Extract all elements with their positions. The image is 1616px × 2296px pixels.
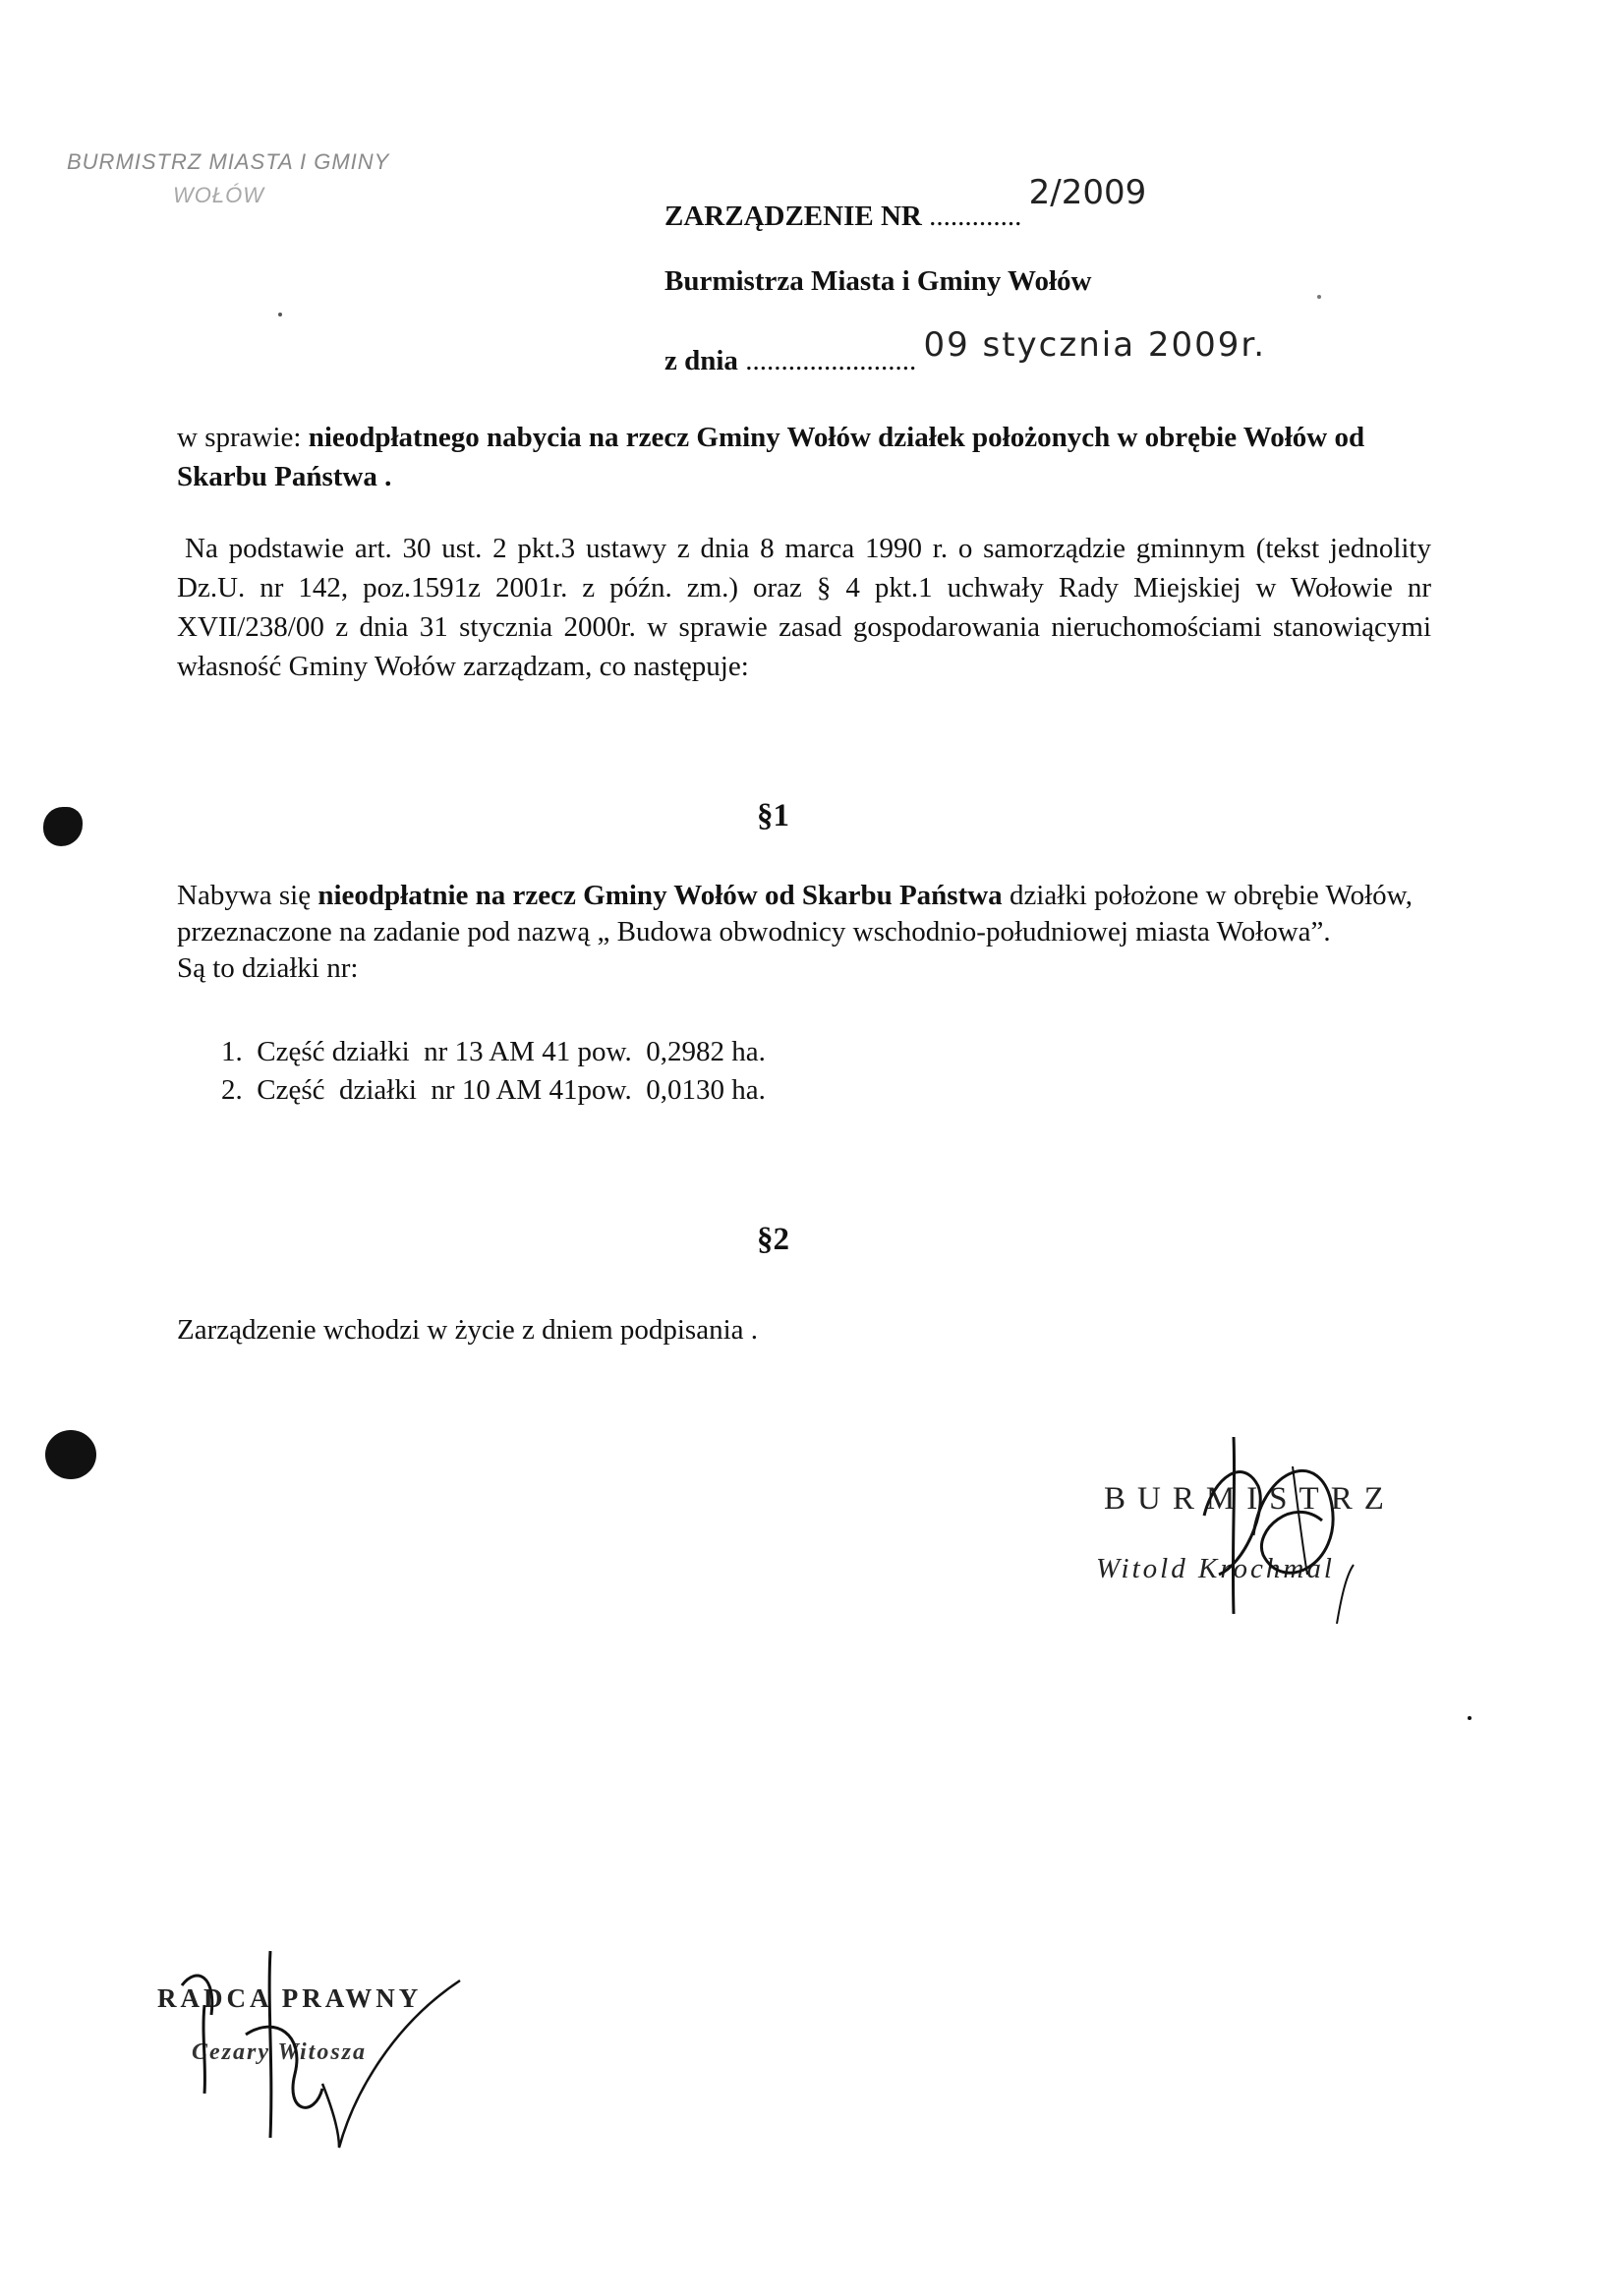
- list-item: 2. Część działki nr 10 AM 41pow. 0,0130 ha.: [221, 1074, 766, 1106]
- subject-line: [177, 418, 1431, 496]
- mayor-signature-block: [1096, 1427, 1450, 1653]
- scan-artifact: [278, 313, 282, 316]
- order-number-handwritten: 2/2009: [1028, 173, 1147, 212]
- scan-artifact: [43, 807, 83, 846]
- order-dots: .............: [929, 201, 1022, 232]
- legal-basis-paragraph: Na podstawie art. 30 ust. 2 pkt.3 ustawy z dnia 8 marca 1990 r. o samorządzie gminnym (tekst jednolity Dz.U. nr 142, poz.1591z 2001r. z późn. zm.) oraz § 4 pkt.1 uchwały Rady Miejskiej w Wołowie nr XVII/238/00 z dnia 31 stycznia 2000r. w sprawie zasad gospodarowania nieruchomościami stanowiącymi własność Gminy Wołów zarządzam, co następuje:: [177, 533, 1431, 682]
- order-title: [664, 173, 1147, 234]
- date-handwritten: 09 stycznia 2009r.: [923, 325, 1267, 365]
- subject-text: nieodpłatnego nabycia na rzecz Gminy Wołów działek położonych w obrębie Wołów od Skarbu Państwa .: [177, 422, 1365, 492]
- date-label: z dnia: [664, 345, 738, 376]
- order-label: ZARZĄDZENIE NR: [664, 201, 922, 232]
- section-1-mark: §1: [757, 798, 789, 833]
- legal-counsel-signature-block: [147, 1946, 472, 2162]
- plots-intro: Są to działki nr:: [177, 952, 359, 984]
- section-2-mark: §2: [757, 1222, 789, 1257]
- section-1-text: [177, 878, 1431, 987]
- legal-handwritten-signature: [147, 1946, 472, 2162]
- section-1-text-start: Nabywa się: [177, 880, 312, 911]
- stamp-line-1: BURMISTRZ MIASTA I GMINY: [67, 149, 390, 174]
- section-2-text: Zarządzenie wchodzi w życie z dniem podpisania .: [177, 1314, 759, 1346]
- issuing-authority: Burmistrza Miasta i Gminy Wołów: [664, 265, 1092, 297]
- section-1-text-end: działki położone w obrębie Wołów, przeznaczone na zadanie pod nazwą „ Budowa obwodnicy wschodnio-południowej miasta Wołowa”.: [177, 880, 1413, 947]
- section-1-text-bold: nieodpłatnie na rzecz Gminy Wołów od Skarbu Państwa: [317, 880, 1003, 911]
- legal-counsel-role: RADCA PRAWNY: [157, 1983, 423, 2013]
- date-dots: ........................: [745, 345, 917, 376]
- office-stamp-header: [67, 147, 390, 207]
- date-line: [664, 325, 1267, 378]
- mayor-handwritten-signature: [1096, 1427, 1450, 1653]
- scan-artifact: [1317, 295, 1321, 299]
- scan-artifact: [45, 1430, 96, 1479]
- scan-artifact: [1468, 1716, 1472, 1720]
- list-item: 1. Część działki nr 13 AM 41 pow. 0,2982 ha.: [221, 1036, 766, 1067]
- legal-counsel-name: Cezary Witosza: [192, 2039, 368, 2065]
- subject-prefix: w sprawie:: [177, 422, 302, 453]
- plots-list: [221, 1033, 766, 1110]
- mayor-name: Witold Krochmal: [1096, 1553, 1335, 1584]
- mayor-role: BURMISTRZ: [1104, 1481, 1396, 1517]
- stamp-line-2: WOŁÓW: [173, 183, 264, 207]
